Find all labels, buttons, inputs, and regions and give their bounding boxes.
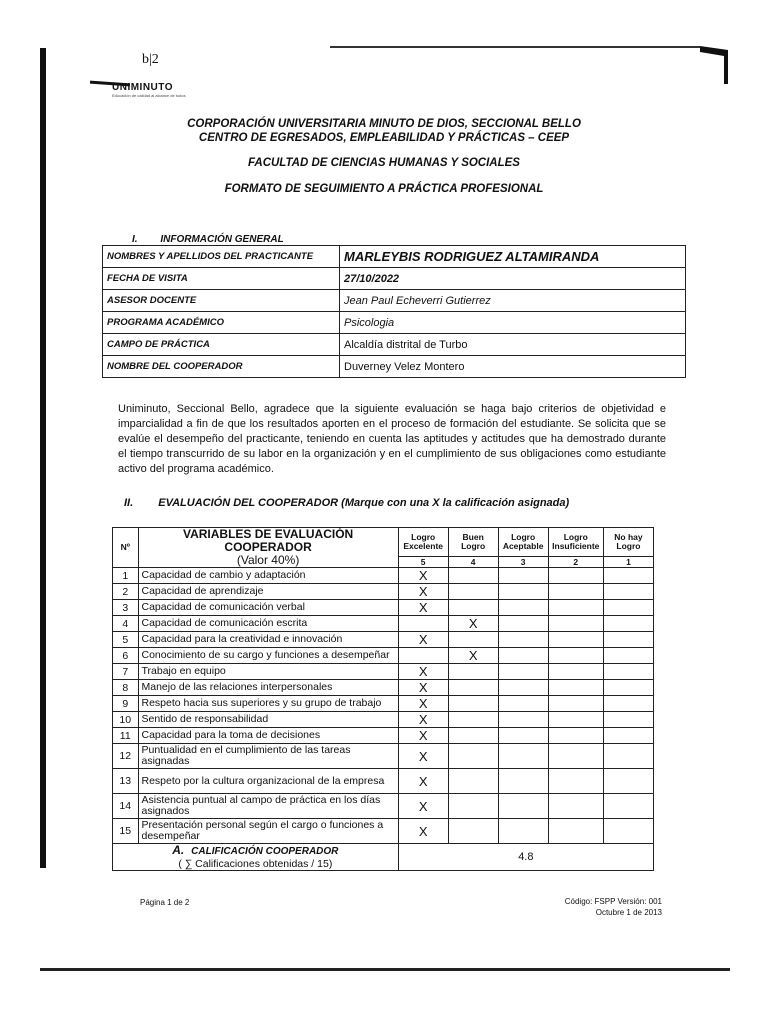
- col-header-level: Logro Excelente: [398, 528, 448, 557]
- variable-label: Puntualidad en el cumplimiento de las tareas asignadas: [138, 744, 398, 769]
- variable-label: Respeto hacia sus superiores y su grupo de trabajo: [138, 696, 398, 712]
- evaluation-row: [113, 769, 654, 794]
- header-format-title: FORMATO DE SEGUIMIENTO A PRÁCTICA PROFESIONAL: [224, 183, 544, 195]
- info-row: [103, 356, 686, 378]
- score-mark-cell: X: [398, 794, 448, 819]
- score-mark-cell: X: [398, 728, 448, 744]
- score-mark-cell: [448, 744, 498, 769]
- score-mark-cell: [498, 664, 548, 680]
- row-number: 8: [113, 680, 139, 696]
- level-score: 1: [603, 557, 653, 568]
- score-mark-cell: [548, 616, 603, 632]
- score-mark-cell: [603, 584, 653, 600]
- logo-mark: b|2: [142, 52, 159, 67]
- variable-label: Capacidad de comunicación escrita: [138, 616, 398, 632]
- score-mark-cell: [603, 769, 653, 794]
- score-mark-cell: [548, 696, 603, 712]
- score-mark-cell: [448, 794, 498, 819]
- score-mark-cell: [603, 664, 653, 680]
- evaluation-row: [113, 819, 654, 844]
- info-label: ASESOR DOCENTE: [103, 290, 340, 312]
- score-mark-cell: X: [398, 712, 448, 728]
- score-mark-cell: [603, 632, 653, 648]
- row-number: 1: [113, 568, 139, 584]
- info-row: [103, 268, 686, 290]
- evaluation-row: [113, 648, 654, 664]
- footer-page-number: Página 1 de 2: [140, 898, 190, 907]
- section-1-heading: [132, 234, 284, 245]
- info-value: Psicologia: [340, 312, 686, 334]
- score-mark-cell: [603, 600, 653, 616]
- general-info-table: [102, 245, 686, 378]
- score-mark-cell: [498, 794, 548, 819]
- level-score: 4: [448, 557, 498, 568]
- score-mark-cell: [498, 696, 548, 712]
- row-number: 3: [113, 600, 139, 616]
- info-label: PROGRAMA ACADÉMICO: [103, 312, 340, 334]
- score-mark-cell: [548, 728, 603, 744]
- score-mark-cell: [603, 744, 653, 769]
- score-mark-cell: [548, 600, 603, 616]
- score-mark-cell: [548, 632, 603, 648]
- evaluation-row: [113, 600, 654, 616]
- evaluation-row: [113, 584, 654, 600]
- score-mark-cell: [548, 648, 603, 664]
- score-mark-cell: [548, 664, 603, 680]
- score-mark-cell: X: [448, 616, 498, 632]
- score-mark-cell: [603, 680, 653, 696]
- evaluation-row: [113, 680, 654, 696]
- score-mark-cell: X: [398, 744, 448, 769]
- logo-tagline: Educación de calidad al alcance de todos: [112, 93, 186, 98]
- col-header-level: Logro Aceptable: [498, 528, 548, 557]
- evaluation-row: [113, 712, 654, 728]
- variable-label: Trabajo en equipo: [138, 664, 398, 680]
- score-mark-cell: X: [398, 696, 448, 712]
- score-mark-cell: [548, 819, 603, 844]
- score-mark-cell: [603, 616, 653, 632]
- score-mark-cell: [448, 728, 498, 744]
- total-label-cell: [113, 844, 399, 871]
- score-mark-cell: [448, 696, 498, 712]
- col-header-level: Buen Logro: [448, 528, 498, 557]
- row-number: 12: [113, 744, 139, 769]
- score-mark-cell: X: [398, 769, 448, 794]
- variable-label: Conocimiento de su cargo y funciones a desempeñar: [138, 648, 398, 664]
- info-value: 27/10/2022: [340, 268, 686, 290]
- section-2-title: EVALUACIÓN DEL COOPERADOR (Marque con una X la calificación asignada): [158, 497, 570, 509]
- evaluation-row: [113, 696, 654, 712]
- info-row: [103, 246, 686, 268]
- score-mark-cell: [548, 584, 603, 600]
- evaluation-row: [113, 632, 654, 648]
- score-mark-cell: [603, 728, 653, 744]
- level-score: 3: [498, 557, 548, 568]
- variable-label: Capacidad de comunicación verbal: [138, 600, 398, 616]
- scan-edge-top: [330, 46, 700, 48]
- score-mark-cell: [603, 819, 653, 844]
- score-mark-cell: [603, 696, 653, 712]
- footer-date: Octubre 1 de 2013: [595, 908, 662, 917]
- col-header-variables-title: VARIABLES DE EVALUACIÓN COOPERADOR: [182, 527, 354, 554]
- score-mark-cell: [548, 680, 603, 696]
- row-number: 7: [113, 664, 139, 680]
- score-mark-cell: [448, 600, 498, 616]
- score-mark-cell: [498, 568, 548, 584]
- score-mark-cell: [603, 648, 653, 664]
- info-value: Alcaldía distrital de Turbo: [340, 334, 686, 356]
- info-row: [103, 290, 686, 312]
- score-mark-cell: [448, 664, 498, 680]
- evaluation-row: [113, 616, 654, 632]
- variable-label: Capacidad para la creatividad e innovación: [138, 632, 398, 648]
- row-number: 6: [113, 648, 139, 664]
- col-header-number: Nº: [113, 528, 139, 568]
- logo-wordmark: UNIMINUTO: [112, 82, 173, 93]
- score-mark-cell: X: [398, 632, 448, 648]
- score-mark-cell: [448, 712, 498, 728]
- score-mark-cell: [498, 744, 548, 769]
- row-number: 9: [113, 696, 139, 712]
- evaluation-table: [112, 527, 654, 871]
- score-mark-cell: [498, 712, 548, 728]
- total-label: CALIFICACIÓN COOPERADOR: [191, 846, 339, 857]
- score-mark-cell: [398, 648, 448, 664]
- score-mark-cell: [603, 794, 653, 819]
- score-mark-cell: [548, 568, 603, 584]
- score-mark-cell: X: [448, 648, 498, 664]
- col-header-level: Logro Insuficiente: [548, 528, 603, 557]
- info-label: FECHA DE VISITA: [103, 268, 340, 290]
- header-center: CENTRO DE EGRESADOS, EMPLEABILIDAD Y PRÁCTICAS – CEEP: [198, 132, 570, 144]
- variable-label: Presentación personal según el cargo o funciones a desempeñar: [138, 819, 398, 844]
- variable-label: Sentido de responsabilidad: [138, 712, 398, 728]
- score-mark-cell: [548, 744, 603, 769]
- evaluation-row: [113, 728, 654, 744]
- score-mark-cell: [498, 584, 548, 600]
- level-score: 2: [548, 557, 603, 568]
- total-score: 4.8: [398, 844, 653, 871]
- score-mark-cell: [398, 616, 448, 632]
- score-mark-cell: [448, 584, 498, 600]
- score-mark-cell: [498, 632, 548, 648]
- score-mark-cell: [498, 600, 548, 616]
- info-value: Duverney Velez Montero: [340, 356, 686, 378]
- scan-edge-bottom: [40, 968, 730, 971]
- variable-label: Asistencia puntual al campo de práctica en los días asignados: [138, 794, 398, 819]
- score-mark-cell: X: [398, 584, 448, 600]
- score-mark-cell: [498, 680, 548, 696]
- section-2-number: II.: [124, 497, 134, 509]
- row-number: 10: [113, 712, 139, 728]
- score-mark-cell: [498, 769, 548, 794]
- scan-edge-left: [40, 48, 46, 868]
- score-mark-cell: [448, 568, 498, 584]
- row-number: 14: [113, 794, 139, 819]
- header-faculty: FACULTAD DE CIENCIAS HUMANAS Y SOCIALES: [248, 157, 520, 169]
- row-number: 11: [113, 728, 139, 744]
- row-number: 13: [113, 769, 139, 794]
- score-mark-cell: [448, 632, 498, 648]
- evaluation-row: [113, 664, 654, 680]
- score-mark-cell: [498, 648, 548, 664]
- score-mark-cell: X: [398, 600, 448, 616]
- variable-label: Respeto por la cultura organizacional de la empresa: [138, 769, 398, 794]
- info-label: NOMBRES Y APELLIDOS DEL PRACTICANTE: [103, 246, 340, 268]
- variable-label: Capacidad de cambio y adaptación: [138, 568, 398, 584]
- uniminuto-logo: [112, 52, 202, 98]
- score-mark-cell: [448, 819, 498, 844]
- variable-label: Capacidad para la toma de decisiones: [138, 728, 398, 744]
- info-row: [103, 312, 686, 334]
- variable-label: Manejo de las relaciones interpersonales: [138, 680, 398, 696]
- instructions-paragraph: Uniminuto, Seccional Bello, agradece que la siguiente evaluación se haga bajo criterios de objetividad e imparcialidad a fin de que los resultados aporten en el proceso de formación del estudiante. Se solicita que se evalúe el desempeño del practicante, teniendo en cuenta las aptitudes y actitudes que ha demostrado durante el tiempo transcurrido de su labor en la organización y en el cumplimiento de sus obligaciones como estudiante activo del programa académico.: [118, 403, 666, 475]
- info-row: [103, 334, 686, 356]
- score-mark-cell: [603, 568, 653, 584]
- section-1-title: INFORMACIÓN GENERAL: [160, 234, 284, 245]
- row-number: 2: [113, 584, 139, 600]
- evaluation-row: [113, 744, 654, 769]
- score-mark-cell: X: [398, 819, 448, 844]
- section-2-heading: [124, 497, 569, 509]
- score-mark-cell: X: [398, 568, 448, 584]
- info-label: NOMBRE DEL COOPERADOR: [103, 356, 340, 378]
- score-mark-cell: [498, 728, 548, 744]
- scan-corner-mark: [700, 46, 730, 86]
- total-formula: ( ∑ Calificaciones obtenidas / 15): [178, 858, 333, 870]
- row-number: 15: [113, 819, 139, 844]
- score-mark-cell: X: [398, 680, 448, 696]
- variable-label: Capacidad de aprendizaje: [138, 584, 398, 600]
- score-mark-cell: [548, 794, 603, 819]
- row-number: 4: [113, 616, 139, 632]
- score-mark-cell: [448, 680, 498, 696]
- col-header-variables-weight: (Valor 40%): [236, 553, 300, 567]
- row-number: 5: [113, 632, 139, 648]
- footer-code: Código: FSPP Versión: 001: [564, 897, 662, 906]
- info-value: Jean Paul Echeverri Gutierrez: [340, 290, 686, 312]
- col-header-level: No hay Logro: [603, 528, 653, 557]
- score-mark-cell: [498, 819, 548, 844]
- col-header-variables: [138, 528, 398, 568]
- score-mark-cell: [498, 616, 548, 632]
- level-score: 5: [398, 557, 448, 568]
- score-mark-cell: [448, 769, 498, 794]
- score-mark-cell: X: [398, 664, 448, 680]
- section-1-number: I.: [132, 234, 138, 245]
- score-mark-cell: [548, 712, 603, 728]
- total-letter: A.: [172, 843, 185, 857]
- evaluation-row: [113, 568, 654, 584]
- evaluation-row: [113, 794, 654, 819]
- header-institution: CORPORACIÓN UNIVERSITARIA MINUTO DE DIOS, SECCIONAL BELLO: [187, 118, 581, 130]
- info-label: CAMPO DE PRÁCTICA: [103, 334, 340, 356]
- score-mark-cell: [603, 712, 653, 728]
- info-value: MARLEYBIS RODRIGUEZ ALTAMIRANDA: [340, 246, 686, 268]
- score-mark-cell: [548, 769, 603, 794]
